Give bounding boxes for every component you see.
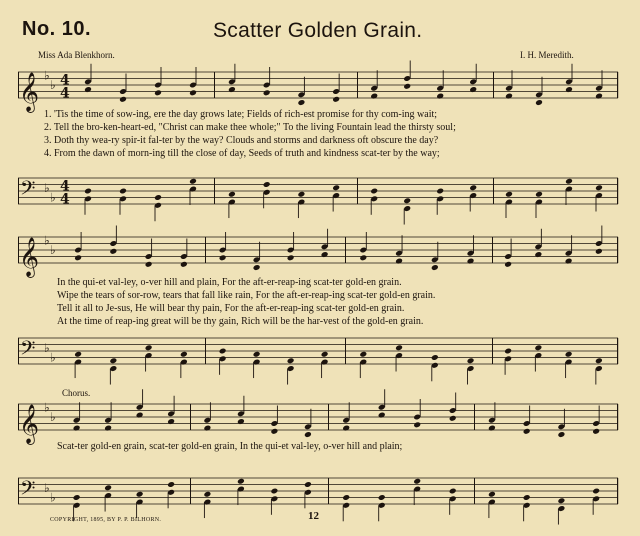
barline [493, 178, 494, 204]
note-head [535, 191, 543, 198]
flat-symbol: ♭ [50, 490, 56, 505]
barline [190, 478, 191, 504]
verse-4-line-2: At the time of reap-ing great will be thy gain, Rich will be the har-vest of the gold-en grain. [57, 316, 424, 327]
note-head [592, 488, 600, 495]
note-head [145, 344, 153, 351]
note-head [395, 344, 403, 351]
barline [214, 72, 215, 98]
note-head [342, 494, 350, 501]
barline-left [18, 237, 19, 263]
chorus-lyrics: Scat-ter gold-en grain, scat-ter gold-en grain, In the qui-et val-ley, o-ver hill and plain; [57, 441, 403, 452]
note-head [332, 184, 340, 191]
note-head [565, 86, 573, 93]
note-head [119, 96, 127, 103]
note-head [403, 197, 411, 204]
time-signature-bottom: 4 [60, 191, 70, 208]
barline-left [18, 72, 19, 98]
note-head [370, 188, 378, 195]
note-head [557, 497, 565, 504]
note-head [74, 254, 82, 261]
barline [474, 478, 475, 504]
note-head [595, 93, 603, 100]
note-head [304, 431, 312, 438]
treble-clef: 𝄞 [19, 404, 40, 444]
bass-clef: 𝄢 [20, 476, 36, 505]
barline-end [617, 338, 618, 364]
note-head [180, 351, 188, 358]
note-head [359, 254, 367, 261]
barline-left [18, 338, 19, 364]
note-head [505, 191, 513, 198]
flat-symbol: ♭ [44, 400, 50, 415]
note-head [109, 248, 117, 255]
barline [492, 338, 493, 364]
note-head [189, 178, 197, 185]
note-head [270, 428, 278, 435]
note-head [523, 428, 531, 435]
note-head [253, 351, 261, 358]
barline [205, 338, 206, 364]
note-head [431, 264, 439, 271]
barline-end [617, 178, 618, 204]
verse-1-line-2: In the qui-et val-ley, o-ver hill and plain, For the aft-er-reap-ing scat-ter gold-en grain. [57, 277, 402, 288]
note-head [297, 99, 305, 106]
barline-end [617, 72, 618, 98]
lyricist-credit: Miss Ada Blenkhorn. [38, 50, 115, 60]
note-head [403, 83, 411, 90]
note-head [263, 181, 271, 188]
verse-4-line-1: 4. From the dawn of morn-ing till the close of day, Seeds of truth and kindness scat-ter by the way; [44, 148, 440, 159]
barline-left [18, 178, 19, 204]
barline [214, 178, 215, 204]
flat-symbol: ♭ [50, 78, 56, 92]
note-head [304, 481, 312, 488]
note-head [219, 348, 227, 355]
note-head [136, 491, 144, 498]
flat-symbol: ♭ [44, 233, 50, 248]
page-number: 12 [308, 510, 319, 522]
note-head [469, 184, 477, 191]
note-head [219, 254, 227, 261]
note-head [449, 488, 457, 495]
note-head [413, 421, 421, 428]
note-head [104, 425, 112, 432]
note-head [504, 348, 512, 355]
note-head [488, 425, 496, 432]
note-head [84, 86, 92, 93]
note-head [535, 99, 543, 106]
note-head [342, 425, 350, 432]
barline-end [617, 404, 618, 430]
note-head [557, 431, 565, 438]
note-head [332, 96, 340, 103]
note-head [287, 357, 295, 364]
note-head [228, 86, 236, 93]
flat-symbol: ♭ [50, 350, 56, 365]
note-head [523, 494, 531, 501]
verse-3-line-1: 3. Doth thy wea-ry spir-it fal-ter by the way? Clouds and storms and darkness oft obscure the day? [44, 135, 439, 146]
note-head [154, 89, 162, 96]
note-head [488, 491, 496, 498]
flat-symbol: ♭ [50, 243, 56, 257]
hymn-number: No. 10. [22, 18, 92, 40]
note-head [395, 258, 403, 265]
note-head [297, 191, 305, 198]
note-head [263, 89, 271, 96]
note-head [189, 89, 197, 96]
note-head [203, 425, 211, 432]
note-head [534, 344, 542, 351]
barline-left [18, 404, 19, 430]
verse-1-line-1: 1. 'Tis the time of sow-ing, ere the day grows late; Fields of rich-est promise for thy com-ing wait; [44, 109, 438, 120]
note-head [167, 418, 175, 425]
note-head [270, 488, 278, 495]
treble-clef: 𝄞 [19, 72, 40, 112]
note-head [436, 188, 444, 195]
note-head [109, 357, 117, 364]
note-head [84, 188, 92, 195]
note-head [145, 261, 153, 268]
note-head [504, 261, 512, 268]
note-head [287, 254, 295, 261]
barline [345, 338, 346, 364]
flat-symbol: ♭ [44, 68, 50, 83]
composer-credit: I. H. Meredith. [520, 50, 574, 60]
note-head [74, 351, 82, 358]
note-head [595, 184, 603, 191]
note-head [467, 357, 475, 364]
note-head [436, 93, 444, 100]
note-head [104, 484, 112, 491]
barline [328, 478, 329, 504]
barline [493, 72, 494, 98]
barline [205, 237, 206, 263]
time-signature-top: 4 [60, 72, 70, 89]
time-signature-top: 4 [60, 178, 70, 195]
note-head [413, 478, 421, 485]
note-head [237, 418, 245, 425]
note-head [359, 351, 367, 358]
note-head [203, 491, 211, 498]
barline [345, 237, 346, 263]
barline [474, 404, 475, 430]
note-head [370, 93, 378, 100]
note-head [136, 412, 144, 419]
note-head [228, 191, 236, 198]
barline-end [617, 478, 618, 504]
verse-2-line-2: Wipe the tears of sor-row, tears that fall like rain, For the aft-er-reap-ing scat-ter gold-en grain. [57, 290, 436, 301]
hymn-title: Scatter Golden Grain. [213, 19, 423, 42]
flat-symbol: ♭ [50, 190, 56, 205]
note-head [167, 481, 175, 488]
flat-symbol: ♭ [44, 180, 50, 195]
note-head [534, 251, 542, 258]
note-head [595, 357, 603, 364]
bass-clef: 𝄢 [20, 176, 36, 205]
note-head [565, 178, 573, 185]
note-head [565, 351, 573, 358]
barline-end [617, 237, 618, 263]
note-head [73, 425, 81, 432]
barline-left [18, 478, 19, 504]
note-head [431, 354, 439, 361]
note-head [321, 351, 329, 358]
note-head [378, 494, 386, 501]
note-head [73, 494, 81, 501]
note-head [180, 261, 188, 268]
flat-symbol: ♭ [50, 410, 56, 424]
note-head [154, 194, 162, 201]
treble-clef: 𝄞 [19, 237, 40, 277]
verse-3-line-2: Tell it all to Je-sus, He will bear thy pain, For the aft-er-reap-ing scat-ter gold-en grain. [57, 303, 405, 314]
note-head [449, 415, 457, 422]
flat-symbol: ♭ [44, 340, 50, 355]
barline [328, 404, 329, 430]
barline [357, 72, 358, 98]
note-head [467, 258, 475, 265]
chorus-label: Chorus. [62, 388, 91, 398]
note-head [321, 251, 329, 258]
note-head [505, 93, 513, 100]
copyright-notice: COPYRIGHT, 1895, BY P. P. BILHORN. [50, 517, 162, 523]
note-head [469, 86, 477, 93]
barline [357, 178, 358, 204]
note-head [378, 412, 386, 419]
barline [492, 237, 493, 263]
verse-2-line-1: 2. Tell the bro-ken-heart-ed, "Christ can make thee whole;" To the living Fountain lead the thirsty soul; [44, 122, 456, 133]
flat-symbol: ♭ [44, 480, 50, 495]
note-head [253, 264, 261, 271]
note-head [565, 258, 573, 265]
note-head [119, 188, 127, 195]
note-head [592, 428, 600, 435]
barline [190, 404, 191, 430]
bass-clef: 𝄢 [20, 336, 36, 365]
note-head [595, 248, 603, 255]
note-head [237, 478, 245, 485]
time-signature-bottom: 4 [60, 85, 70, 102]
